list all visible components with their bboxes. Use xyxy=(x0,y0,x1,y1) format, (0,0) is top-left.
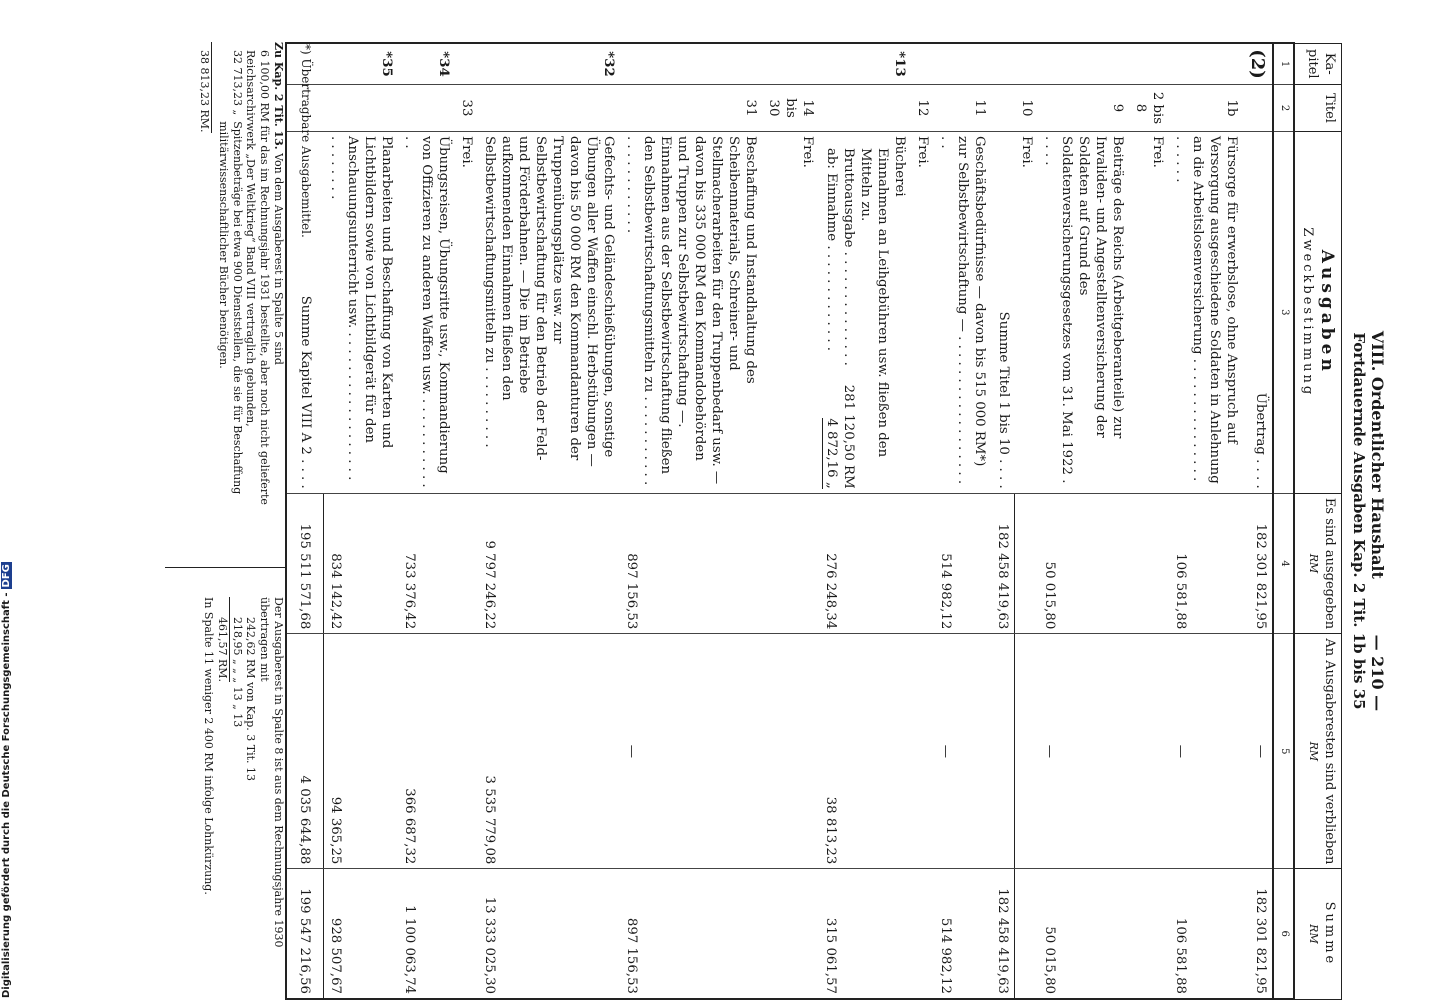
col-titel: Titel xyxy=(1294,85,1342,132)
table-row xyxy=(1169,43,1243,999)
uebertrag-summe: 182 301 821,95 xyxy=(1243,869,1273,999)
titel-description: Frei. xyxy=(455,131,478,493)
dfg-logo: DFG xyxy=(1,564,12,588)
titel-reste: — xyxy=(934,634,991,869)
col-ausgaberesten-label: An Ausgaberesten sind verblieben xyxy=(1322,638,1337,865)
table-row xyxy=(478,43,620,999)
col-number-6: 6 xyxy=(1273,869,1294,999)
titel-summe: 13 333 025,30 xyxy=(478,869,620,999)
subtotal-label: Summe Titel 1 bis 10 . . . . xyxy=(991,131,1015,493)
titel-description: Frei. xyxy=(911,131,934,493)
titel-summe: 1 100 063,74 xyxy=(398,869,455,999)
titel-number: 12 xyxy=(911,85,934,132)
titel-description: Übungsreisen, Übungsritte usw., Kommandierung von Offizieren zu anderen Waffen usw. . . . . . . . . . . . . . xyxy=(398,131,455,493)
uebertrag-ausgegeben: 182 301 821,95 xyxy=(1243,493,1273,634)
chapter-total-reste: 4 035 644,88 xyxy=(286,634,324,869)
titel-description: Fürsorge für erwerbslose, ohne Anspruch auf Versorgung ausgeschiedene Soldaten in Anlehnung an die Arbeitslosenversicherung . . . . . . . . . . . . . . . . . . . . . xyxy=(1169,131,1243,493)
rotated-page-content xyxy=(60,42,1395,1000)
table-row xyxy=(762,43,819,999)
titel-ausgegeben: 834 142,42 xyxy=(324,493,398,634)
col-ausgegeben-label: Es sind ausgegeben xyxy=(1322,497,1337,630)
brutto-label: Bruttoausgabe . . . . . . . . . . . . . . xyxy=(840,147,856,366)
heading-title: VIII. Ordentlicher Haushalt xyxy=(1368,330,1387,579)
titel-reste: 366 687,32 xyxy=(398,634,455,869)
page-heading xyxy=(1350,42,1387,1000)
titel-reste: 38 813,23 xyxy=(819,634,911,869)
table-row xyxy=(398,43,455,999)
note-left-total: 38 813,23 RM. xyxy=(198,42,213,133)
subtotal-summe: 182 458 419,63 xyxy=(991,869,1015,999)
titel-summe: 315 061,57 xyxy=(819,869,911,999)
einnahme-label: ab: Einnahme . . . . . . . . . . . . . xyxy=(823,147,839,352)
einnahme-value: 4 872,16 „ xyxy=(822,418,840,488)
table-row xyxy=(455,43,478,999)
table-row xyxy=(1015,43,1038,999)
titel-description: Geschäftsbedürfnisse — davon bis 515 000 RM*) zur Selbstbewirtschaftung — . . . . . . . . . . . . . . . . . . . . xyxy=(934,131,991,493)
note-left-intro: Von dem Ausgaberest in Spalte 5 sind xyxy=(272,153,285,365)
table-row xyxy=(1038,43,1129,999)
col-ausgaben-title: Ausgaben xyxy=(1317,249,1337,375)
col-ausgaberesten xyxy=(1294,634,1342,869)
chapter-total-summe: 199 547 216,56 xyxy=(286,869,324,999)
col-number-5: 5 xyxy=(1273,634,1294,869)
table-header-row xyxy=(1294,43,1342,999)
chapter-total-ausgegeben: 195 511 571,68 xyxy=(286,493,324,634)
uebertrag-label: Übertrag . . . . xyxy=(1243,131,1273,493)
note-left-title: Zu Kap. 2 Tit. 13. xyxy=(272,42,285,150)
kapitel-number: (2) xyxy=(1243,43,1273,85)
table-row xyxy=(324,43,398,999)
titel-number: 9 xyxy=(1038,85,1129,132)
table-row xyxy=(934,43,991,999)
table-row xyxy=(819,43,911,999)
digitization-credit-line xyxy=(1,562,12,998)
titel-ausgegeben: 514 982,12 xyxy=(934,493,991,634)
titel-summe: 928 507,67 xyxy=(324,869,398,999)
brutto-value: 281 120,50 RM xyxy=(840,384,856,489)
titel-ausgegeben: 733 376,42 xyxy=(398,493,455,634)
titel-ausgegeben: 106 581,88 xyxy=(1169,493,1243,634)
note-left-item-1: 6 100,00 RM für das im Rechnungsjahr 1931 bestellte, aber noch nicht gelieferte Reichsarchivwerk „Der Weltkrieg“ Band VIII vertraglich gebunden, xyxy=(244,50,272,505)
transferable-titel-marker: *13 xyxy=(819,43,911,85)
titel-description xyxy=(819,131,911,493)
table-row xyxy=(1243,43,1273,999)
table-row xyxy=(620,43,762,999)
note-right-lohnkuerzung: In Spalte 11 weniger 2 400 RM infolge Lohnkürzung. xyxy=(202,597,216,895)
transferable-titel-marker: *32 xyxy=(478,43,620,85)
titel-reste: 94 365,25 xyxy=(324,634,398,869)
titel-summe: 514 982,12 xyxy=(934,869,991,999)
titel-description: Frei. xyxy=(762,131,819,493)
titel-ausgegeben: 9 797 246,22 xyxy=(478,493,620,634)
col-number-3: 3 xyxy=(1273,131,1294,493)
chapter-total-label: Summe Kapitel VIII A 2 . . . . xyxy=(286,131,324,493)
buecherei-label: Bücherei xyxy=(892,135,908,197)
budget-table xyxy=(285,42,1342,1000)
notes-divider xyxy=(165,567,285,568)
table-row xyxy=(991,43,1015,999)
col-number-2: 2 xyxy=(1273,85,1294,132)
note-right-intro: Der Ausgaberest in Spalte 8 ist aus dem Rechnungsjahre 1930 übertragen mit xyxy=(258,597,285,948)
note-right-total: 461,57 RM. xyxy=(215,597,230,682)
column-number-row xyxy=(1273,43,1294,999)
titel-reste: 3 535 779,08 xyxy=(478,634,620,869)
note-right xyxy=(202,597,286,997)
transferable-titel-marker: *34 xyxy=(398,43,455,85)
col-number-1: 1 xyxy=(1273,43,1294,85)
titel-number: 10 xyxy=(1015,85,1038,132)
note-left xyxy=(198,42,286,542)
titel-summe: 106 581,88 xyxy=(1169,869,1243,999)
footnote: *) Übertragbare Ausgabemittel. xyxy=(299,44,313,238)
digitization-credit-text: Digitalisierung gefördert durch die Deutsche Forschungsgemeinschaft - xyxy=(1,592,12,998)
uebertrag-reste: — xyxy=(1243,634,1273,869)
col-zweckbestimmung: Zweckbestimmung xyxy=(1300,227,1316,398)
note-right-line-2: 218,95 „ „ „ 13 „ 13 xyxy=(230,617,244,728)
transferable-titel-marker: *35 xyxy=(324,43,398,85)
col-summe xyxy=(1294,869,1342,999)
titel-description: Beiträge des Reichs (Arbeitgeberanteile) zur Invaliden- und Angestelltenversicherung der Soldaten auf Grund des Soldatenversicherungsgesetzes vom 31. Mai 1922 . . . . . xyxy=(1038,131,1129,493)
table-row xyxy=(1129,43,1169,999)
titel-number: 33 xyxy=(455,85,478,132)
titel-summe: 897 156,53 xyxy=(620,869,762,999)
titel-description: Beschaffung und Instandhaltung des Scheibenmaterials, Schreiner- und Stellmacherarbeiten für den Truppenbedarf usw. — davon bis 335 000 RM den Kommandobehörden und Truppen zur Selbstbewirtschaftung —. Einnahmen aus der Selbstbewirtschaftung fließen den Selbstbewirtschaftungsmitteln zu . . . . . . . . . . . . . . . . . . . . . . . xyxy=(620,131,762,493)
subtotal-ausgegeben: 182 458 419,63 xyxy=(991,493,1015,634)
col-summe-unit: RM xyxy=(1307,924,1321,944)
col-summe-label: Summe xyxy=(1322,901,1337,967)
col-kapitel: Ka-pitel xyxy=(1294,43,1342,85)
titel-reste: — xyxy=(1169,634,1243,869)
titel-reste: — xyxy=(620,634,762,869)
titel-number: 14 bis 30 xyxy=(762,85,819,132)
note-left-item-2: Spitzenbeträge bei etwa 900 Dienststellen, die sie für Beschaffung militärwissenschaftlicher Bücher benötigen. xyxy=(217,121,244,495)
col-ausgegeben xyxy=(1294,493,1342,634)
buecherei-einnahmen-note: Einnahmen an Leihgebühren usw. fließen den Mitteln zu. xyxy=(858,147,891,458)
titel-description: Frei. xyxy=(1015,131,1038,493)
col-ausgaben xyxy=(1294,131,1342,493)
titel-reste: — xyxy=(1038,634,1129,869)
col-number-4: 4 xyxy=(1273,493,1294,634)
page-number: — 210 — xyxy=(1368,634,1387,712)
titel-ausgegeben: 897 156,53 xyxy=(620,493,762,634)
col-ausgaberesten-unit: RM xyxy=(1307,741,1321,762)
titel-description: Planarbeiten und Beschaffung von Karten und Lichtbildern sowie von Lichtbildgerät für den Anschauungsunterricht usw. . . . . . . . . . . . . . . . . . . . . . . . . . . xyxy=(324,131,398,493)
heading-subtitle: Fortdauernde Ausgaben Kap. 2 Tit. 1b bis 35 xyxy=(1350,332,1368,710)
titel-number: 2 bis 8 xyxy=(1129,85,1169,132)
titel-description: Gefechts- und Geländeschießübungen, sonstige Übungen aller Waffen einschl. Herbstübungen — davon bis 50 000 RM den Kommandanturen der Truppenübungsplätze usw. zur Selbstbewirtschaftung für den Betrieb der Feld- und Förderbahnen. — Die im Betriebe aufkommenden Einnahmen fließen den Selbstbewirtschaftungsmitteln zu . . . . . . . . . . xyxy=(478,131,620,493)
titel-ausgegeben: 276 248,34 xyxy=(819,493,911,634)
note-right-line-1: 242,62 RM von Kap. 3 Tit. 13 xyxy=(244,617,258,782)
titel-summe: 50 015,80 xyxy=(1038,869,1129,999)
table-row xyxy=(911,43,934,999)
col-ausgegeben-unit: RM xyxy=(1307,553,1321,574)
digitization-credit xyxy=(1,564,15,998)
titel-ausgegeben: 50 015,80 xyxy=(1038,493,1129,634)
note-left-amount-2: 32 713,23 „ xyxy=(230,50,244,116)
titel-number: 1b xyxy=(1169,85,1243,132)
titel-description: Frei. xyxy=(1129,131,1169,493)
titel-number: 11 xyxy=(934,85,991,132)
titel-number: 31 xyxy=(620,85,762,132)
